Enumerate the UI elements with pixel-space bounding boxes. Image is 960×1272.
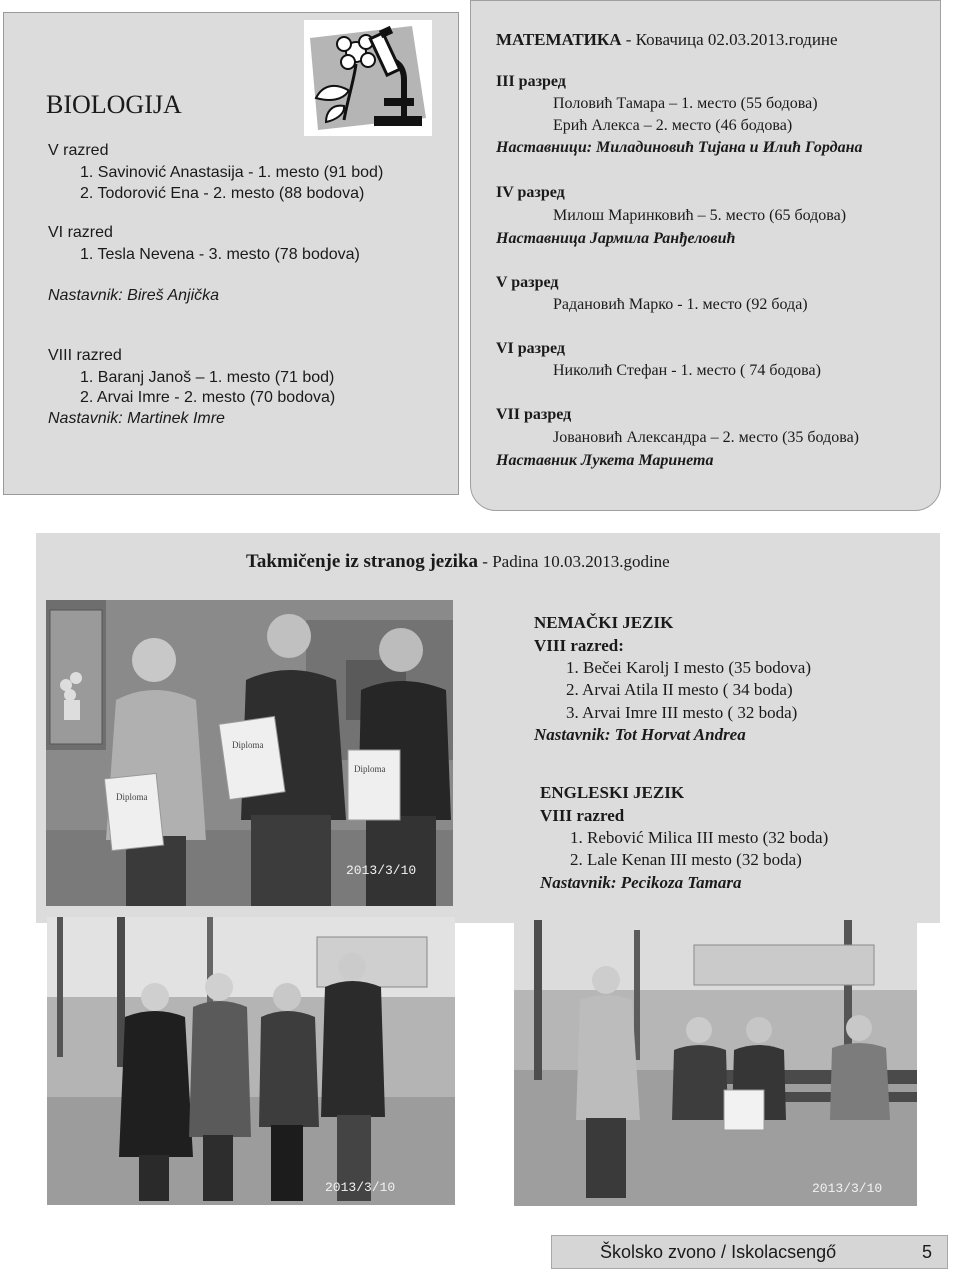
math-grade5-item: Радановић Марко - 1. место (92 бода) bbox=[553, 296, 808, 313]
german-result: 1. Bečei Karolj I mesto (35 bodova) bbox=[566, 658, 812, 677]
math-grade7-item: Јовановић Александра – 2. место (35 бодова) bbox=[553, 429, 859, 446]
german-title: NEMAČKI JEZIK bbox=[534, 613, 674, 632]
photo-students-with-diplomas bbox=[46, 600, 453, 906]
math-title-subject: МАТЕМАТИКА bbox=[496, 30, 622, 49]
german-grade: VIII razred: bbox=[534, 636, 624, 655]
english-teacher: Nastavnik: Pecikoza Tamara bbox=[540, 873, 742, 892]
biology-teacher-2: Nastavnik: Martinek Imre bbox=[48, 410, 225, 427]
diploma-label: Diploma bbox=[116, 792, 148, 802]
math-grade6-item: Николић Стефан - 1. место ( 74 бодова) bbox=[553, 362, 821, 379]
german-result: 2. Arvai Atila II mesto ( 34 boda) bbox=[566, 680, 793, 699]
page-footer bbox=[551, 1235, 948, 1269]
biology-grade8-item: 1. Baranj Janoš – 1. mesto (71 bod) bbox=[80, 369, 335, 386]
math-grade4-heading: IV разред bbox=[496, 184, 565, 201]
math-grade5-heading: V разред bbox=[496, 274, 559, 291]
english-result: 2. Lale Kenan III mesto (32 boda) bbox=[570, 850, 802, 869]
biology-grade5-heading: V razred bbox=[48, 142, 109, 159]
math-grade4-item: Милош Маринковић – 5. место (65 бодова) bbox=[553, 207, 847, 224]
english-result: 1. Rebović Milica III mesto (32 boda) bbox=[570, 828, 829, 847]
math-title bbox=[496, 30, 838, 50]
math-grade3-item: Половић Тамара – 1. место (55 бодова) bbox=[553, 95, 818, 112]
math-grade3-teacher: Наставници: Миладиновић Тијана и Илић Гордана bbox=[496, 139, 863, 156]
biology-clipart-illustration bbox=[304, 20, 432, 136]
english-grade: VIII razred bbox=[540, 806, 625, 825]
photo-students-on-bench bbox=[514, 920, 917, 1206]
biology-grade8-heading: VIII razred bbox=[48, 347, 122, 364]
photo-date-stamp: 2013/3/10 bbox=[812, 1181, 883, 1196]
german-teacher: Nastavnik: Tot Horvat Andrea bbox=[534, 725, 746, 744]
biology-grade5-item: 1. Savinović Anastasija - 1. mesto (91 bod) bbox=[80, 164, 384, 181]
math-grade4-teacher: Наставница Јармила Ранђеловић bbox=[496, 230, 736, 247]
diploma-label: Diploma bbox=[232, 740, 264, 750]
math-grade3-item: Ерић Алекса – 2. место (46 бодова) bbox=[553, 117, 793, 134]
footer-page-number: 5 bbox=[922, 1242, 933, 1262]
photo-date-stamp: 2013/3/10 bbox=[346, 863, 417, 878]
biology-grade5-item: 2. Todorović Ena - 2. mesto (88 bodova) bbox=[80, 185, 365, 202]
math-grade6-heading: VI разред bbox=[496, 340, 565, 357]
biology-grade8-item: 2. Arvai Imre - 2. mesto (70 bodova) bbox=[80, 389, 336, 406]
math-grade7-heading: VII разред bbox=[496, 406, 572, 423]
footer-publication-title: Školsko zvono / Iskolacsengő bbox=[600, 1242, 837, 1262]
german-result: 3. Arvai Imre III mesto ( 32 boda) bbox=[566, 703, 798, 722]
math-grade3-heading: III разред bbox=[496, 73, 566, 90]
biology-grade6-heading: VI razred bbox=[48, 224, 113, 241]
biology-title: BIOLOGIJA bbox=[46, 90, 182, 119]
photo-teachers-in-park bbox=[47, 917, 455, 1205]
photo-date-stamp: 2013/3/10 bbox=[325, 1180, 396, 1195]
biology-teacher-1: Nastavnik: Bireš Anjička bbox=[48, 287, 220, 304]
math-grade7-teacher: Наставник Лукета Маринета bbox=[496, 452, 714, 469]
biology-grade6-item: 1. Tesla Nevena - 3. mesto (78 bodova) bbox=[80, 246, 360, 263]
language-competition-title bbox=[246, 551, 670, 573]
diploma-label: Diploma bbox=[354, 764, 386, 774]
language-competition-name: Takmičenje iz stranog jezika bbox=[246, 551, 479, 572]
english-title: ENGLESKI JEZIK bbox=[540, 783, 685, 802]
language-competition-place-date: - Padina 10.03.2013.godine bbox=[478, 552, 670, 571]
math-title-place-date: - Ковачица 02.03.2013.године bbox=[621, 30, 838, 49]
